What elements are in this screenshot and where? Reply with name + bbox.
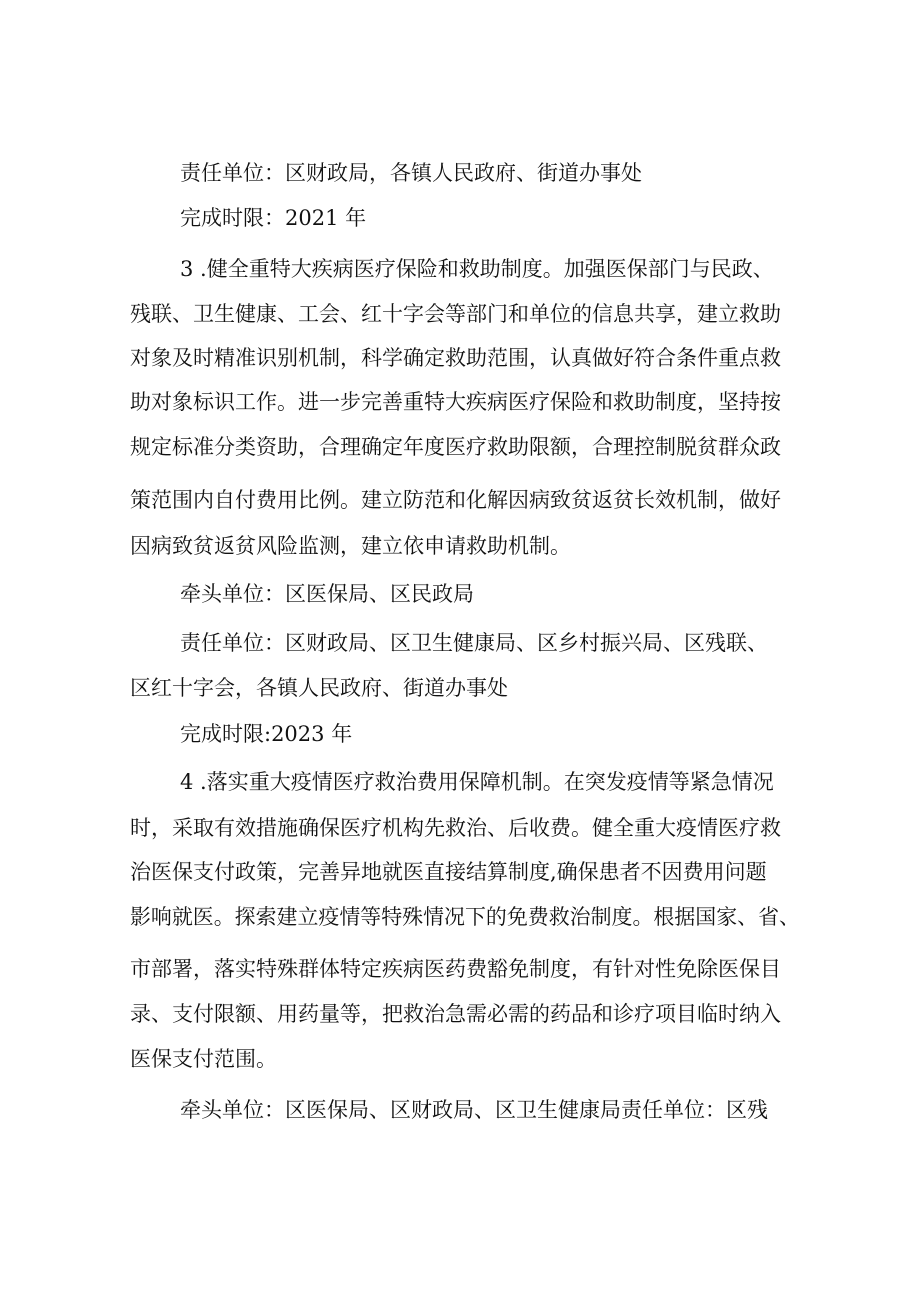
text-line — [0, 718, 920, 750]
text-line-content: 完成时限：2021 年 — [180, 206, 367, 230]
text-line-content: 医保支付范围。 — [130, 1047, 277, 1071]
text-line-content: 残联、卫生健康、工会、红十字会等部门和单位的信息共享，建立救助 — [130, 302, 781, 326]
text-line — [0, 998, 920, 1030]
text-line — [0, 627, 920, 659]
text-line — [0, 766, 920, 798]
text-line — [0, 202, 920, 234]
text-line — [0, 1094, 920, 1126]
text-line — [0, 431, 920, 463]
text-line — [0, 342, 920, 374]
text-line-content: 时，采取有效措施确保医疗机构先救治、后收费。健全重大疫情医疗救 — [130, 816, 781, 840]
text-line — [0, 484, 920, 516]
text-line-content: 3 .健全重特大疾病医疗保险和救助制度。加强医保部门与民政、 — [180, 257, 774, 281]
text-line — [0, 1043, 920, 1075]
text-line-content: 策范围内自付费用比例。建立防范和化解因病致贫返贫长效机制，做好 — [130, 488, 781, 512]
text-line-content: 区红十字会，各镇人民政府、街道办事处 — [130, 676, 508, 700]
text-line-content: 4 .落实重大疫情医疗救治费用保障机制。在突发疫情等紧急情况 — [180, 770, 774, 794]
text-line — [0, 953, 920, 985]
text-line — [0, 530, 920, 562]
text-line — [0, 812, 920, 844]
text-line-content: 完成时限:2023 年 — [180, 722, 353, 746]
text-line — [0, 253, 920, 285]
text-line-content: 责任单位：区财政局、区卫生健康局、区乡村振兴局、区残联、 — [180, 631, 768, 655]
text-line-content: 牵头单位：区医保局、区民政局 — [180, 582, 474, 606]
text-line-content: 录、支付限额、用药量等，把救治急需必需的药品和诊疗项目临时纳入 — [130, 1002, 781, 1026]
text-line — [0, 157, 920, 189]
text-line — [0, 386, 920, 418]
text-line — [0, 298, 920, 330]
text-line-content: 影响就医。探索建立疫情等特殊情况下的免费救治制度。根据国家、省、 — [130, 905, 800, 929]
text-line-content: 规定标准分类资助，合理确定年度医疗救助限额，合理控制脱贫群众政 — [130, 435, 781, 459]
text-line-content: 牵头单位：区医保局、区财政局、区卫生健康局责任单位：区残 — [180, 1098, 768, 1122]
text-line-content: 市部署，落实特殊群体特定疾病医药费豁免制度，有针对性免除医保目 — [130, 957, 781, 981]
text-line — [0, 901, 920, 933]
text-line-content: 因病致贫返贫风险监测，建立依申请救助机制。 — [130, 534, 571, 558]
text-line — [0, 856, 920, 888]
text-line-content: 对象及时精准识别机制，科学确定救助范围，认真做好符合条件重点救 — [130, 346, 781, 370]
text-line-content: 责任单位：区财政局，各镇人民政府、街道办事处 — [180, 161, 642, 185]
text-line-content: 治医保支付政策，完善异地就医直接结算制度,确保患者不因费用问题 — [130, 860, 767, 884]
text-line — [0, 672, 920, 704]
text-line — [0, 578, 920, 610]
text-line-content: 助对象标识工作。进一步完善重特大疾病医疗保险和救助制度，坚持按 — [130, 390, 781, 414]
